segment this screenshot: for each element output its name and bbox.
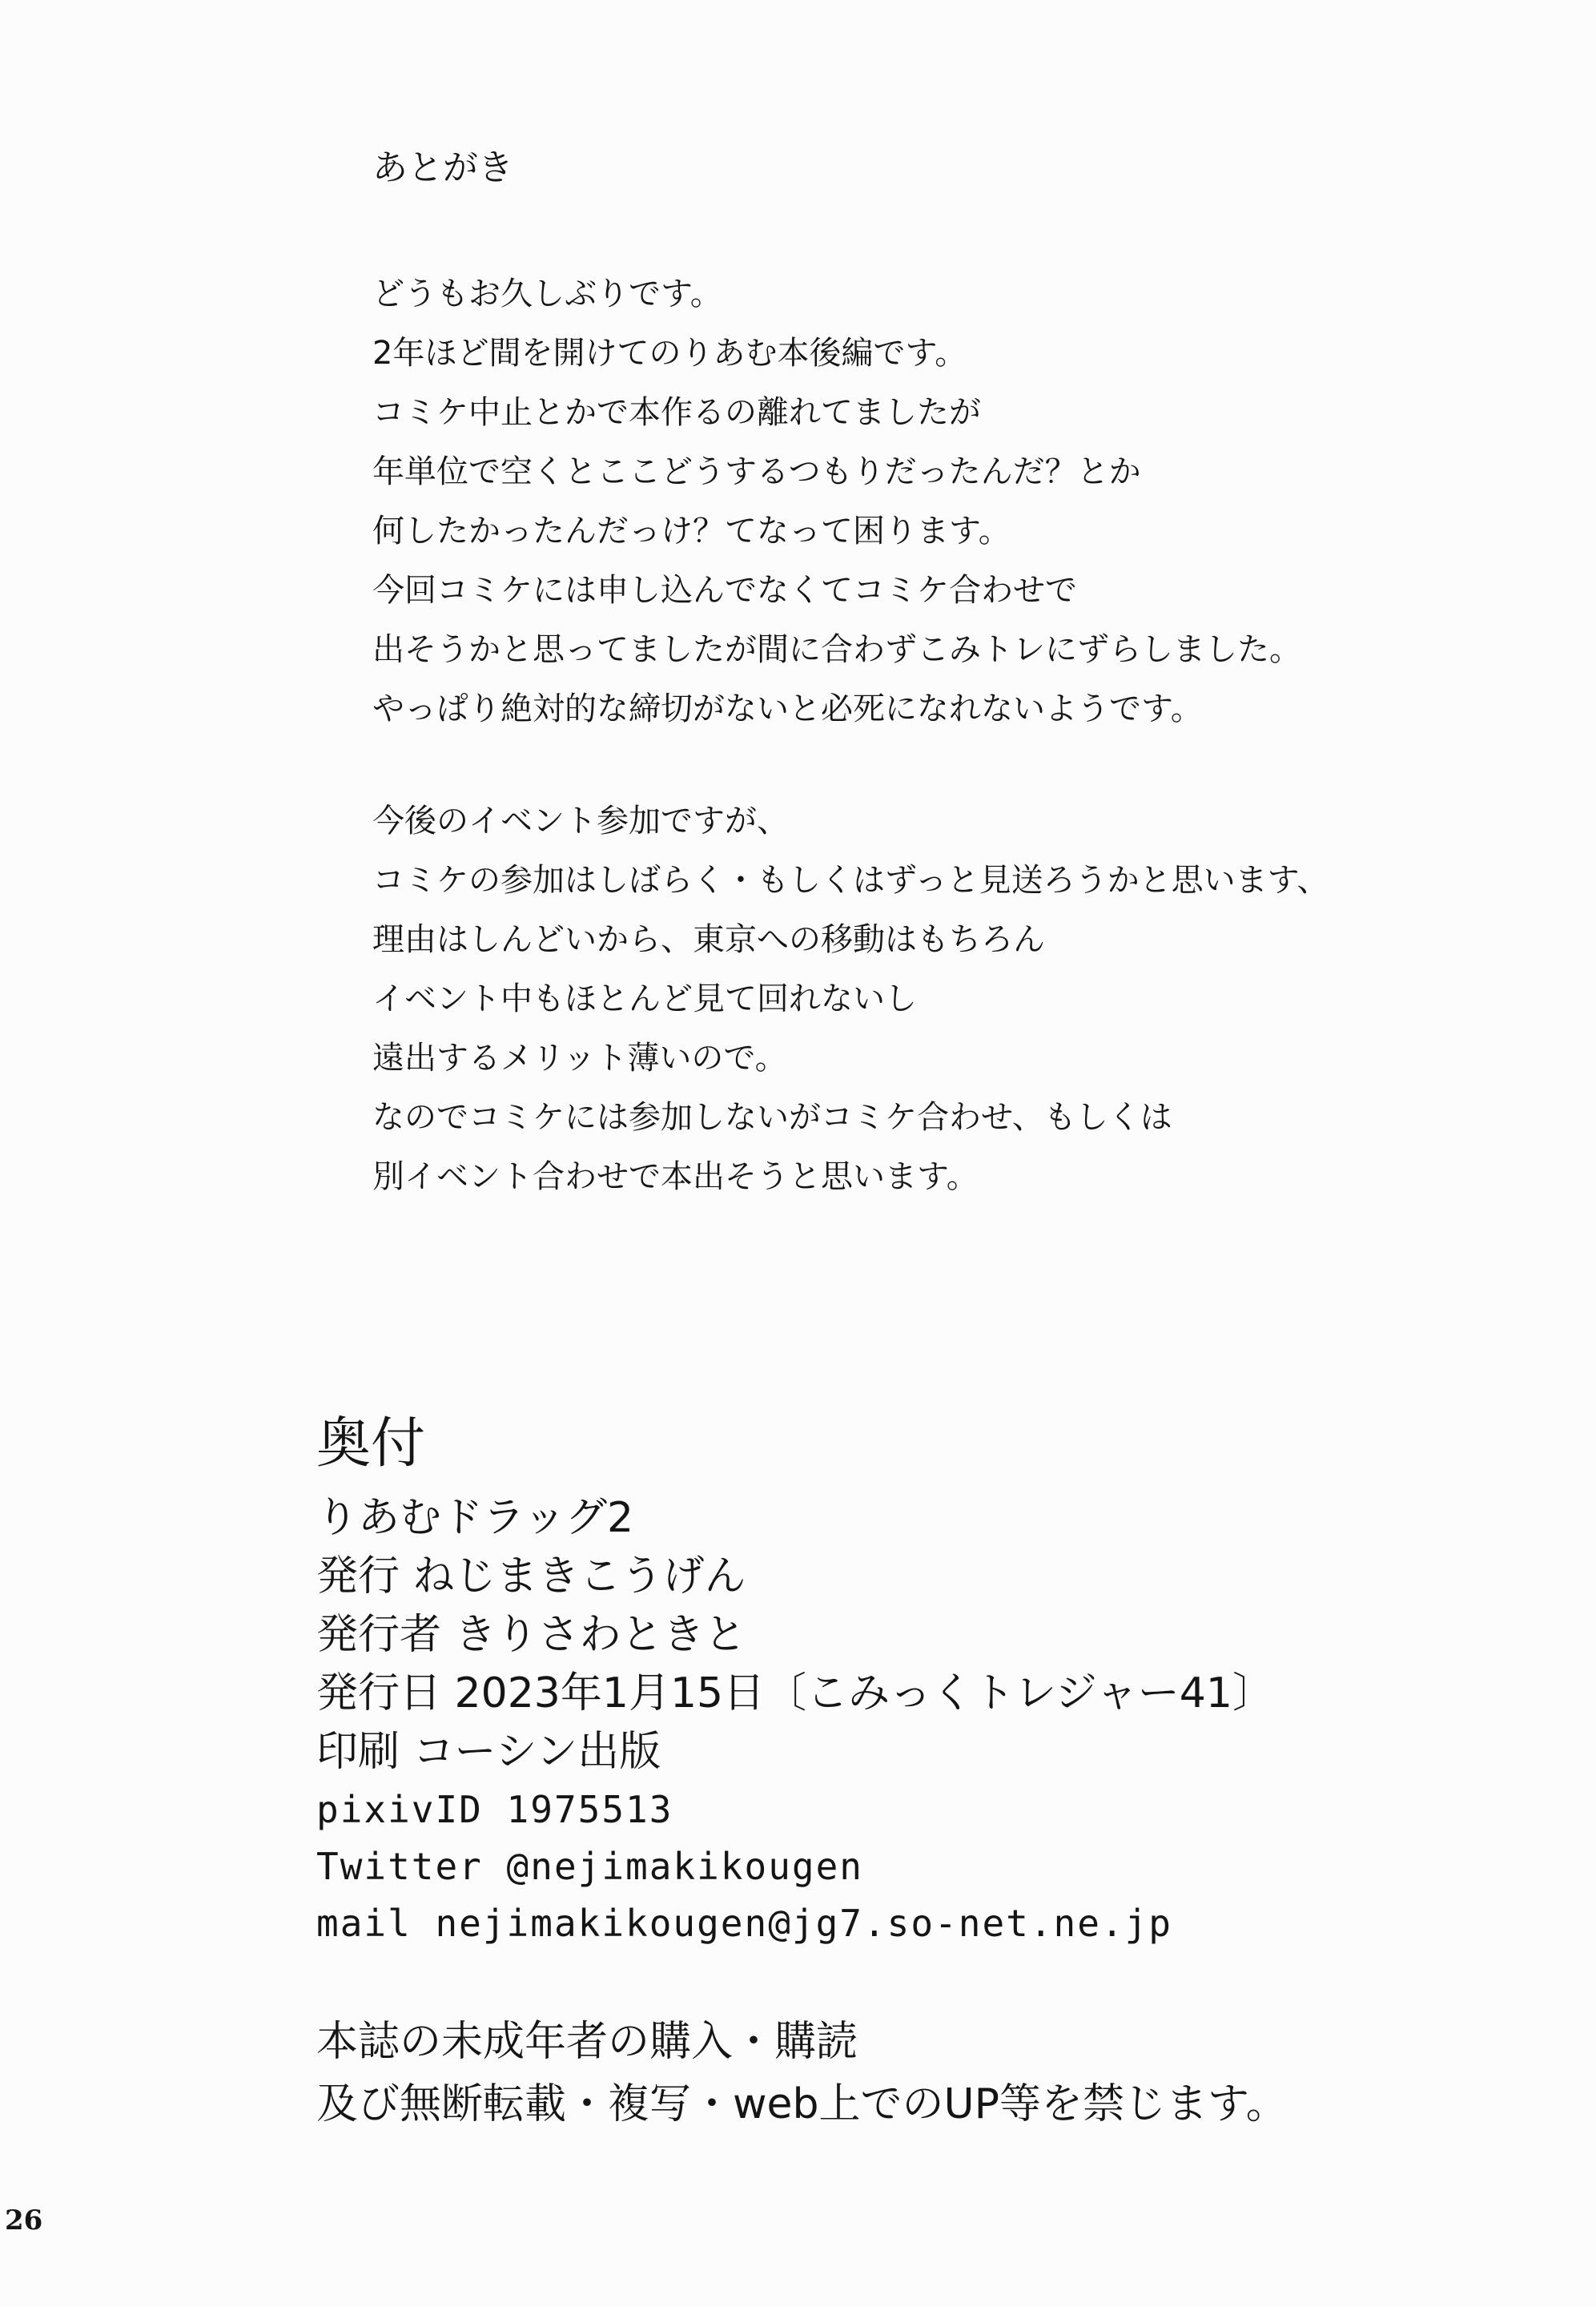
notice-line: 本誌の未成年者の購入・購読 <box>316 2018 858 2066</box>
copyright-notice <box>316 2011 1518 2136</box>
colophon-printer: 印刷 コーシン出版 <box>316 1728 661 1776</box>
colophon-date: 発行日 2023年1月15日〔こみっくトレジャー41〕 <box>316 1669 1274 1717</box>
colophon-publisher: 発行 ねじまきこうげん <box>316 1552 746 1600</box>
afterword-line: コミケ中止とかで本作るの離れてましたが <box>372 394 981 431</box>
colophon-pixiv-id: pixivID 1975513 <box>316 1788 673 1831</box>
colophon-section <box>316 1406 1477 1952</box>
afterword-line: やっぱり絶対的な締切がないと必死になれないようです。 <box>372 690 1203 727</box>
afterword-line: イベント中もほとんど見て回れないし <box>372 980 917 1017</box>
afterword-line: 2年ほど間を開けてのりあむ本後編です。 <box>372 335 967 372</box>
afterword-line: 別イベント合わせで本出そうと思います。 <box>372 1158 979 1195</box>
afterword-line: 何したかったんだっけ？てなって困ります。 <box>372 513 1011 550</box>
afterword-title: あとがき <box>372 147 513 188</box>
afterword-line: 遠出するメリット薄いので。 <box>372 1040 787 1077</box>
afterword-line: 出そうかと思ってましたが間に合わずこみトレにずらしました。 <box>372 631 1301 668</box>
afterword-line: なのでコミケには参加しないがコミケ合わせ、もしくは <box>372 1099 1172 1136</box>
colophon-twitter: Twitter @nejimakikougen <box>316 1845 863 1888</box>
afterword-line: 今回コミケには申し込んでなくてコミケ合わせで <box>372 572 1077 609</box>
afterword-line: 今後のイベント参加ですが、 <box>372 803 789 839</box>
notice-line: 及び無断転載・複写・web上でのUP等を禁じます。 <box>316 2080 1288 2128</box>
afterword-paragraph-2 <box>372 791 1413 1206</box>
afterword-line: 年単位で空くとここどうするつもりだったんだ？とか <box>372 453 1141 490</box>
colophon-mail: mail nejimakikougen@jg7.so-net.ne.jp <box>316 1902 1172 1945</box>
afterword-line: コミケの参加はしばらく・もしくはずっと見送ろうかと思います、 <box>372 862 1329 899</box>
page-number: 26 <box>5 2204 43 2237</box>
afterword-section <box>372 144 1413 1206</box>
colophon-title: 奥付 <box>316 1412 426 1476</box>
afterword-line: 理由はしんどいから、東京への移動はもちろん <box>372 921 1045 958</box>
afterword-line: どうもお久しぶりです。 <box>372 276 722 312</box>
colophon-book-title: りあむドラッグ2 <box>316 1494 634 1542</box>
colophon-issuer: 発行者 きりさわときと <box>316 1611 746 1659</box>
afterword-paragraph-1 <box>372 264 1413 739</box>
